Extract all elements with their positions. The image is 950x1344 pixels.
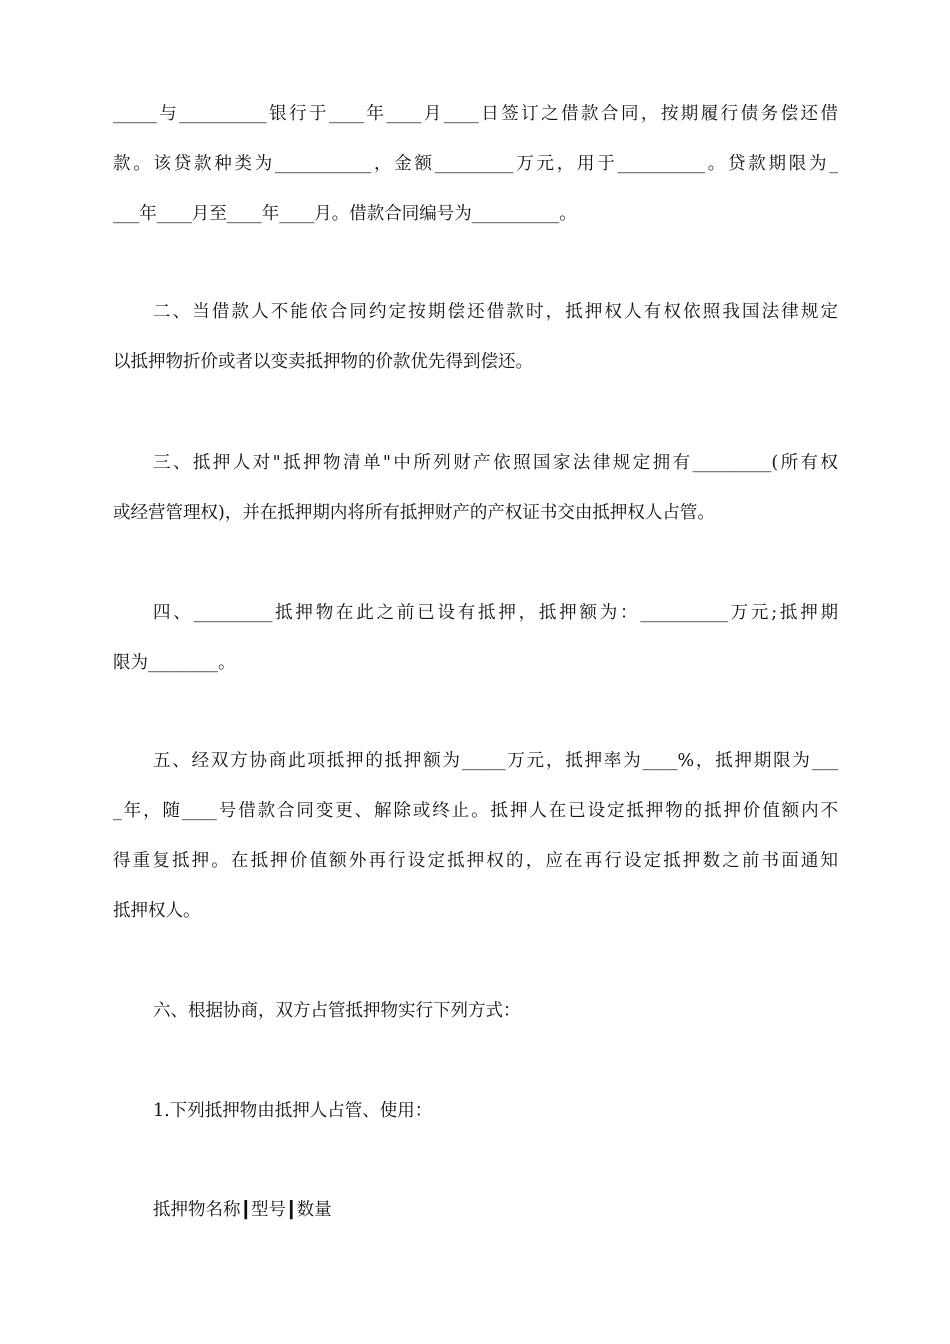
paragraph-5-line-3: 得重复抵押。在抵押价值额外再行设定抵押权的，应在再行设定抵押数之前书面通知 xyxy=(113,851,838,871)
paragraph-1-line-3: ___年____月至____年____月。借款合同编号为__________。 xyxy=(113,204,577,224)
paragraph-1-line-2: 款。该贷款种类为___________，金额_________万元，用于__________。贷款期限为_ xyxy=(113,154,838,174)
paragraph-2-line-1: 二、当借款人不能依合同约定按期偿还借款时，抵押权人有权依照我国法律规定 xyxy=(153,302,838,322)
paragraph-5-line-1: 五、经双方协商此项抵押的抵押额为_____万元，抵押率为____%，抵押期限为___ xyxy=(153,751,838,771)
paragraph-3-line-1: 三、抵押人对"抵押物清单"中所列财产依照国家法律规定拥有_________(所有权 xyxy=(153,453,838,473)
paragraph-5-line-2: _年，随____号借款合同变更、解除或终止。抵押人在已设定抵押物的抵押价值额内不 xyxy=(113,801,838,821)
table-header: 抵押物名称┃型号┃数量 xyxy=(153,1200,332,1220)
paragraph-5-line-4: 抵押权人。 xyxy=(113,901,201,921)
paragraph-4-line-2: 限为________。 xyxy=(113,653,236,673)
paragraph-6-line-1: 六、根据协商，双方占管抵押物实行下列方式： xyxy=(153,1001,521,1021)
paragraph-3-line-2: 或经营管理权)，并在抵押期内将所有抵押财产的产权证书交由抵押权人占管。 xyxy=(113,503,715,523)
paragraph-1-line-1: _____与__________银行于____年____月____日签订之借款合同，按期履行债务偿还借 xyxy=(113,104,838,124)
paragraph-4-line-1: 四、_________抵押物在此之前已设有抵押，抵押额为：__________万元;抵押期 xyxy=(153,603,838,623)
paragraph-2-line-2: 以抵押物折价或者以变卖抵押物的价款优先得到偿还。 xyxy=(113,352,533,372)
list-item-1: 1.下列抵押物由抵押人占管、使用： xyxy=(153,1101,433,1121)
